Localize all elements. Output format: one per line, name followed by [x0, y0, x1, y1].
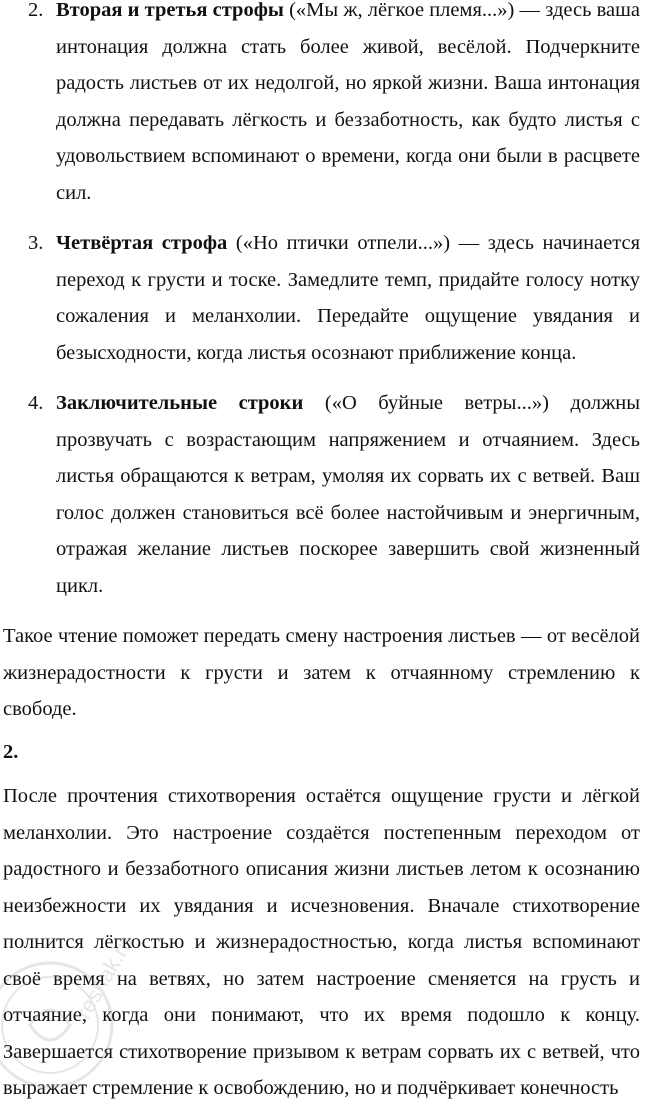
list-item-number: 3. — [28, 232, 44, 254]
list-item-text — [56, 225, 640, 371]
list-item-title: Заключительные строки — [56, 392, 304, 414]
section-number: 2. — [3, 740, 19, 763]
watermark-text: reshak.ru — [70, 931, 139, 1024]
list-item-title: Вторая и третья строфы — [56, 0, 284, 21]
list-item — [0, 0, 646, 211]
summary-paragraph: Такое чтение поможет передать смену настроения листьев — от весёлой жизнерадостности к грусти и затем к отчаянному стремлению к свободе. — [3, 625, 640, 720]
list-item-body: («Но птички отпели...») — здесь начинается переход к грусти и тоске. Замедлите темп, придайте голосу нотку сожаления и меланхолии. Передайте ощущение увядания и безысходности, когда листья осознают приближение конца. — [56, 232, 640, 364]
list-item-number: 2. — [28, 0, 44, 21]
list-item-number: 4. — [28, 392, 44, 414]
list-item — [0, 225, 646, 371]
list-item-body: («О буйные ветры...») должны прозвучать с возрастающим напряжением и отчаянием. Здесь листья обращаются к ветрам, умоляя их сорвать их с ветвей. Ваш голос должен становиться всё более настойчивым и энергичным, отражая желание листьев поскорее завершить свой жизненный цикл. — [56, 392, 640, 597]
list-item-title: Четвёртая строфа — [56, 232, 228, 254]
list-item-text — [56, 0, 640, 211]
section-paragraph: После прочтения стихотворения остаётся ощущение грусти и лёгкой меланхолии. Это настроение создаётся постепенным переходом от радостного и беззаботного описания жизни листьев летом к осознанию неизбежности их увядания и исчезновения. Вначале стихотворение полнится лёгкостью и жизнерадостностью, когда листья вспоминают своё время на ветвях, но затем настроение сменяется на грусть и отчаяние, когда они понимают, что их время подошло к концу. Завершается стихотворение призывом к ветрам сорвать их с ветвей, что выражает стремление к освобождению, но и подчёркивает конечность — [3, 785, 640, 1099]
list-item-body: («Мы ж, лёгкое племя...») — здесь ваша интонация должна стать более живой, весёлой. Подчеркните радость листьев от их недолгой, но яркой жизни. Ваша интонация должна передавать лёгкость и беззаботность, как будто листья с удовольствием вспоминают о времени, когда они были в расцвете сил. — [56, 0, 640, 204]
list-item — [0, 385, 646, 604]
list-item-text — [56, 385, 640, 604]
